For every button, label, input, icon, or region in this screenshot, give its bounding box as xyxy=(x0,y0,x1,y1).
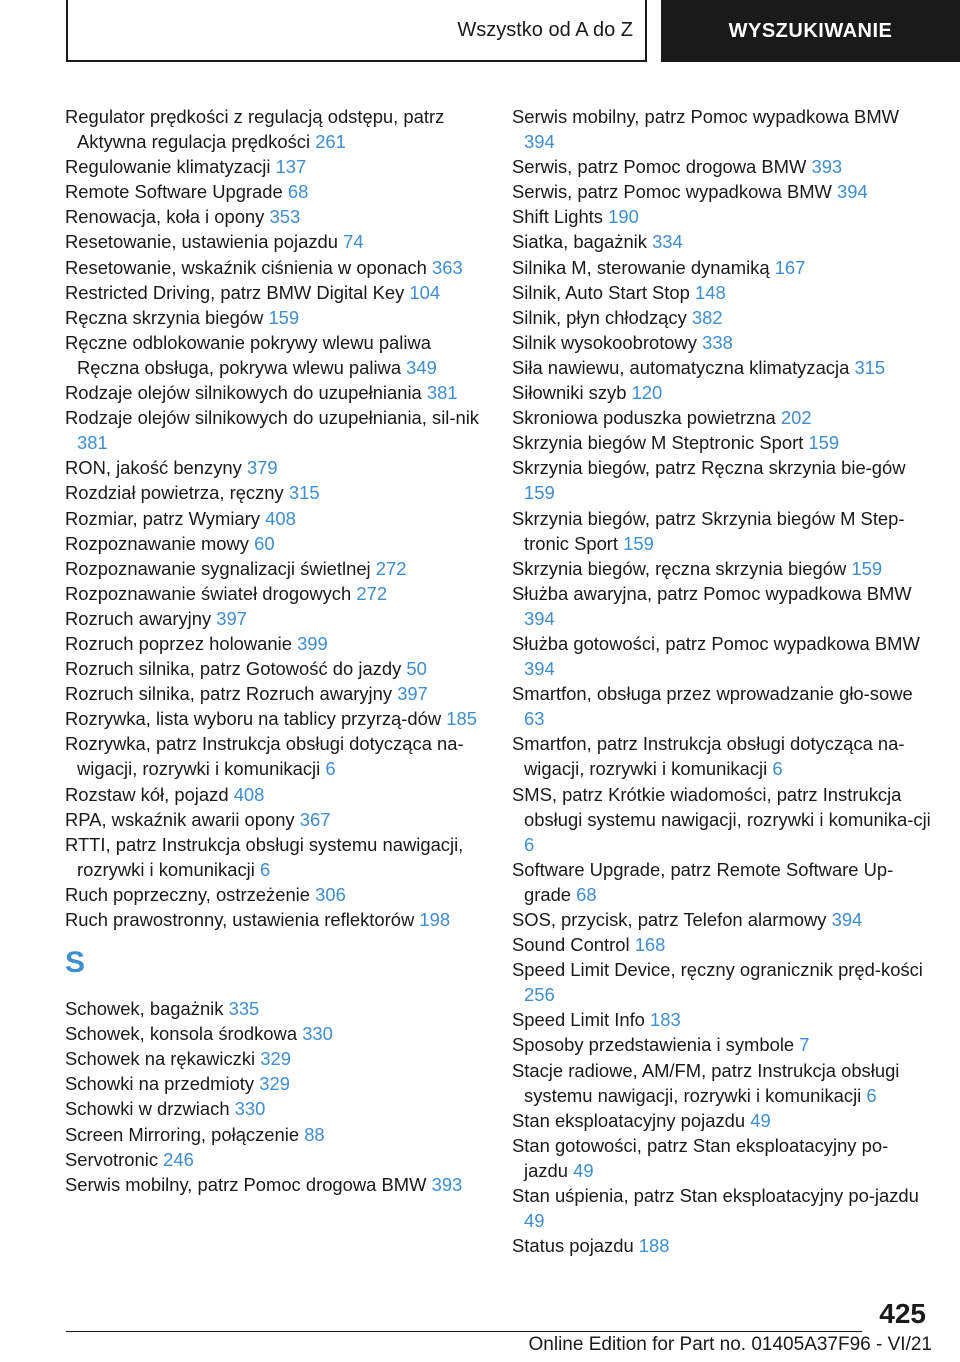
page-reference-link[interactable]: 6 xyxy=(772,758,783,780)
index-entry-label: Służba gotowości, patrz Pomoc wypadkowa BMW xyxy=(512,632,920,654)
entries-s-continued xyxy=(512,104,932,1258)
index-entry xyxy=(512,154,932,179)
page-reference-link[interactable]: 353 xyxy=(269,206,301,228)
index-entry-label: Schowek, bagażnik xyxy=(65,998,224,1020)
page-reference-link[interactable]: 367 xyxy=(299,808,331,830)
index-entry xyxy=(65,731,480,781)
index-column-left xyxy=(65,104,480,1197)
index-entry xyxy=(65,480,480,505)
index-entry xyxy=(65,380,480,405)
page-reference-link[interactable]: 256 xyxy=(524,984,555,1006)
index-entry xyxy=(512,782,932,857)
page-reference-link[interactable]: 168 xyxy=(634,934,666,956)
search-label: WYSZUKIWANIE xyxy=(728,19,893,42)
page-reference-link[interactable]: 63 xyxy=(524,708,545,730)
index-entry xyxy=(512,204,932,229)
index-entry xyxy=(512,280,932,305)
index-entry-label: Skrzynia biegów, patrz Ręczna skrzynia bie-gów xyxy=(512,457,906,479)
index-entry-label: Silnik, płyn chłodzący xyxy=(512,306,687,328)
page-reference-link[interactable]: 393 xyxy=(431,1173,463,1195)
page-reference-link[interactable]: 6 xyxy=(866,1084,877,1106)
index-entry xyxy=(65,104,480,154)
index-entry xyxy=(512,330,932,355)
page-reference-link[interactable]: 68 xyxy=(287,181,309,203)
index-entry-label: Rodzaje olejów silnikowych do uzupełniania xyxy=(65,382,422,404)
index-entry-label: Skrzynia biegów M Steptronic Sport xyxy=(512,432,804,454)
index-entry xyxy=(65,556,480,581)
index-entry-label: Sposoby przedstawienia i symbole xyxy=(512,1034,795,1056)
index-entry xyxy=(65,782,480,807)
index-entry xyxy=(65,1071,480,1096)
index-entry xyxy=(512,430,932,455)
page-reference-link[interactable]: 379 xyxy=(246,457,278,479)
index-entry-label: Skrzynia biegów, ręczna skrzynia biegów xyxy=(512,557,847,579)
index-entry xyxy=(65,1147,480,1172)
index-entry-label: Stan gotowości, patrz Stan eksploatacyjny po-jazdu xyxy=(512,1134,889,1181)
index-entry xyxy=(65,405,480,455)
index-entry xyxy=(65,229,480,254)
index-entry xyxy=(512,1007,932,1032)
page-reference-link[interactable]: 104 xyxy=(409,281,441,303)
index-entry-label: Shift Lights xyxy=(512,206,603,228)
index-entry xyxy=(512,1233,932,1258)
index-entry-label: RPA, wskaźnik awarii opony xyxy=(65,808,295,830)
page-reference-link[interactable]: 363 xyxy=(432,256,463,278)
index-entry-label: Serwis mobilny, patrz Pomoc wypadkowa BMW xyxy=(512,106,900,127)
page-reference-link[interactable]: 190 xyxy=(608,206,639,228)
index-entry-label: Smartfon, obsługa przez wprowadzanie gło-sowe xyxy=(512,683,913,705)
index-entry xyxy=(512,179,932,204)
index-entry-label: Rozmiar, patrz Wymiary xyxy=(65,507,261,529)
page-reference-link[interactable]: 6 xyxy=(325,758,336,780)
index-entry-label: Ręczne odblokowanie pokrywy wlewu paliwa Ręczna obsługa, pokrywa wlewu paliwa xyxy=(65,331,431,378)
index-entry xyxy=(65,531,480,556)
index-entry xyxy=(65,606,480,631)
page-reference-link[interactable]: 381 xyxy=(426,382,458,404)
index-entry-label: Sound Control xyxy=(512,934,630,956)
index-entry-label: Stacje radiowe, AM/FM, patrz Instrukcja obsługi systemu nawigacji, rozrywki i komunikacji xyxy=(512,1059,900,1106)
index-entry-label: Restricted Driving, patrz BMW Digital Key xyxy=(65,281,405,303)
index-entry xyxy=(512,581,932,631)
page-reference-link[interactable]: 349 xyxy=(406,356,437,378)
page-reference-link[interactable]: 394 xyxy=(831,909,863,930)
index-entry-label: Rozrywka, patrz Instrukcja obsługi dotycząca na-wigacji, rozrywki i komunikacji xyxy=(65,733,464,780)
index-entry xyxy=(65,832,480,882)
index-entry xyxy=(65,807,480,832)
index-entry xyxy=(512,506,932,556)
index-entry xyxy=(65,506,480,531)
index-entry-label: Siatka, bagażnik xyxy=(512,231,647,253)
page-reference-link[interactable]: 382 xyxy=(691,306,723,328)
index-entry xyxy=(65,305,480,330)
index-entry-label: Rozdział powietrza, ręczny xyxy=(65,482,284,504)
page-reference-link[interactable]: 394 xyxy=(837,181,868,203)
page-reference-link[interactable]: 394 xyxy=(524,658,555,680)
index-entry xyxy=(512,932,932,957)
index-entry-label: Skrzynia biegów, patrz Skrzynia biegów M Step-tronic Sport xyxy=(512,507,905,554)
index-entry xyxy=(65,179,480,204)
index-entry xyxy=(65,631,480,656)
page-reference-link[interactable]: 120 xyxy=(631,382,663,404)
index-entry xyxy=(512,907,932,932)
page-reference-link[interactable]: 148 xyxy=(695,281,726,303)
page-reference-link[interactable]: 306 xyxy=(315,883,346,905)
index-entry xyxy=(512,355,932,380)
index-entry-label: Siłowniki szyb xyxy=(512,382,627,404)
page-reference-link[interactable]: 6 xyxy=(524,833,535,855)
index-entry xyxy=(512,305,932,330)
index-entry xyxy=(65,1122,480,1147)
page-reference-link[interactable]: 88 xyxy=(304,1123,325,1145)
index-entry-label: Software Upgrade, patrz Remote Software Up-grade xyxy=(512,858,894,905)
page-reference-link[interactable]: 397 xyxy=(216,607,247,629)
page-reference-link[interactable]: 408 xyxy=(265,507,296,529)
index-entry-label: Rodzaje olejów silnikowych do uzupełniania, sil-nik xyxy=(65,407,480,429)
page-reference-link[interactable]: 49 xyxy=(573,1159,594,1181)
page-reference-link[interactable]: 49 xyxy=(524,1210,545,1232)
index-entry-label: Rozrywka, lista wyboru na tablicy przyrzą-dów xyxy=(65,708,442,730)
footer-edition-text: Online Edition for Part no. 01405A37F96 - VI/21 xyxy=(528,1334,932,1355)
index-entry xyxy=(65,455,480,480)
index-entry xyxy=(65,706,480,731)
index-entry-label: SOS, przycisk, patrz Telefon alarmowy xyxy=(512,909,827,930)
index-entry-label: Siła nawiewu, automatyczna klimatyzacja xyxy=(512,356,850,378)
section-title-tab[interactable] xyxy=(66,0,647,62)
page-reference-link[interactable]: 183 xyxy=(650,1009,681,1031)
index-entry-label: Servotronic xyxy=(65,1148,159,1170)
index-entry-label: Ruch prawostronny, ustawienia reflektorów xyxy=(65,909,415,930)
index-entry xyxy=(512,405,932,430)
index-entry xyxy=(512,857,932,907)
index-entry-label: Schowek, konsola środkowa xyxy=(65,1023,298,1045)
page-reference-link[interactable]: 397 xyxy=(397,683,428,705)
index-entry-label: Rozruch silnika, patrz Gotowość do jazdy xyxy=(65,658,402,680)
index-entry-label: Renowacja, koła i opony xyxy=(65,206,265,228)
index-entry xyxy=(65,154,480,179)
entries-s xyxy=(65,996,480,1197)
index-entry xyxy=(65,1021,480,1046)
index-entry-label: RON, jakość benzyny xyxy=(65,457,242,479)
index-entry-label: Resetowanie, ustawienia pojazdu xyxy=(65,231,338,253)
index-entry-label: Remote Software Upgrade xyxy=(65,181,283,203)
page-reference-link[interactable]: 315 xyxy=(854,356,886,378)
page-reference-link[interactable]: 394 xyxy=(524,131,555,153)
index-entry xyxy=(65,656,480,681)
page-reference-link[interactable]: 198 xyxy=(419,909,451,930)
page-reference-link[interactable]: 60 xyxy=(254,532,275,554)
index-entry xyxy=(65,280,480,305)
page-reference-link[interactable]: 329 xyxy=(260,1048,291,1070)
index-entry-label: Serwis, patrz Pomoc wypadkowa BMW xyxy=(512,181,832,203)
index-entry xyxy=(65,1172,480,1197)
index-entry-label: Resetowanie, wskaźnik ciśnienia w oponach xyxy=(65,256,427,278)
page-number: 425 xyxy=(879,1298,926,1329)
page-reference-link[interactable]: 50 xyxy=(406,658,427,680)
index-entry-label: Ruch poprzeczny, ostrzeżenie xyxy=(65,883,310,905)
index-entry xyxy=(512,681,932,731)
index-entry xyxy=(65,907,480,932)
page-reference-link[interactable]: 137 xyxy=(275,156,307,178)
index-entry xyxy=(512,1108,932,1133)
page-reference-link[interactable]: 315 xyxy=(288,482,320,504)
section-letter-s: S xyxy=(65,946,86,980)
page-reference-link[interactable]: 188 xyxy=(638,1235,670,1257)
index-entry-label: Schowki na przedmioty xyxy=(65,1073,255,1095)
index-entry xyxy=(65,330,480,380)
entries-r xyxy=(65,104,480,932)
index-entry-label: Skroniowa poduszka powietrzna xyxy=(512,407,776,429)
page-reference-link[interactable]: 159 xyxy=(524,482,555,504)
index-entry xyxy=(512,229,932,254)
index-entry-label: Speed Limit Info xyxy=(512,1009,645,1031)
index-entry-label: Rozruch poprzez holowanie xyxy=(65,632,292,654)
index-entry-label: Rozstaw kół, pojazd xyxy=(65,783,229,805)
page-reference-link[interactable]: 330 xyxy=(302,1023,333,1045)
index-entry-label: Rozruch awaryjny xyxy=(65,607,212,629)
index-entry-label: Regulowanie klimatyzacji xyxy=(65,156,271,178)
index-entry-label: Rozpoznawanie świateł drogowych xyxy=(65,582,352,604)
page-reference-link[interactable]: 393 xyxy=(811,156,843,178)
page-reference-link[interactable]: 6 xyxy=(259,858,271,880)
index-entry xyxy=(512,1032,932,1057)
index-entry-label: Służba awaryjna, patrz Pomoc wypadkowa BMW xyxy=(512,582,912,604)
index-entry xyxy=(65,1096,480,1121)
page-reference-link[interactable]: 329 xyxy=(259,1073,290,1095)
index-entry-label: Silnika M, sterowanie dynamiką xyxy=(512,256,770,278)
page-reference-link[interactable]: 159 xyxy=(851,557,883,579)
index-entry-label: Rozpoznawanie mowy xyxy=(65,532,249,554)
index-entry-label: Schowki w drzwiach xyxy=(65,1098,230,1120)
index-entry-label: Status pojazdu xyxy=(512,1235,634,1257)
index-entry xyxy=(512,1133,932,1183)
index-entry xyxy=(65,1046,480,1071)
index-entry-label: Regulator prędkości z regulacją odstępu, patrz Aktywna regulacja prędkości xyxy=(65,106,445,153)
page-reference-link[interactable]: 338 xyxy=(702,331,733,353)
page-reference-link[interactable]: 159 xyxy=(268,306,300,328)
index-entry-label: Screen Mirroring, połączenie xyxy=(65,1123,300,1145)
page-reference-link[interactable]: 49 xyxy=(750,1109,771,1131)
index-entry xyxy=(65,255,480,280)
page-reference-link[interactable]: 330 xyxy=(234,1098,266,1120)
index-entry-label: SMS, patrz Krótkie wiadomości, patrz Instrukcja obsługi systemu nawigacji, rozrywki i komunika-cji xyxy=(512,783,931,830)
index-entry xyxy=(512,255,932,280)
index-entry-label: Serwis, patrz Pomoc drogowa BMW xyxy=(512,156,807,178)
index-entry-label: Serwis mobilny, patrz Pomoc drogowa BMW xyxy=(65,1173,427,1195)
page-reference-link[interactable]: 159 xyxy=(808,432,840,454)
page-reference-link[interactable]: 381 xyxy=(77,432,108,454)
index-column-right xyxy=(512,104,932,1258)
page-reference-link[interactable]: 7 xyxy=(799,1034,810,1056)
index-entry-label: Rozruch silnika, patrz Rozruch awaryjny xyxy=(65,683,393,705)
page-reference-link[interactable]: 261 xyxy=(315,131,346,153)
index-entry xyxy=(512,731,932,781)
index-entry-label: Rozpoznawanie sygnalizacji świetlnej xyxy=(65,557,371,579)
index-entry-label: Smartfon, patrz Instrukcja obsługi dotycząca na-wigacji, rozrywki i komunikacji xyxy=(512,733,905,780)
page-reference-link[interactable]: 272 xyxy=(356,582,388,604)
index-entry xyxy=(65,204,480,229)
page-reference-link[interactable]: 272 xyxy=(375,557,407,579)
index-entry xyxy=(65,681,480,706)
index-entry-label: Ręczna skrzynia biegów xyxy=(65,306,264,328)
index-entry xyxy=(512,631,932,681)
page-reference-link[interactable]: 246 xyxy=(163,1148,194,1170)
index-entry xyxy=(512,380,932,405)
index-entry xyxy=(512,957,932,1007)
index-entry xyxy=(65,882,480,907)
search-tab[interactable] xyxy=(661,0,960,62)
index-entry-label: Speed Limit Device, ręczny ogranicznik pręd-kości xyxy=(512,959,923,981)
index-entry xyxy=(512,1058,932,1108)
page-reference-link[interactable]: 167 xyxy=(774,256,806,278)
page-reference-link[interactable]: 159 xyxy=(623,532,654,554)
index-entry xyxy=(512,556,932,581)
page-reference-link[interactable]: 202 xyxy=(780,407,812,429)
index-entry-label: RTTI, patrz Instrukcja obsługi systemu nawigacji, rozrywki i komunikacji xyxy=(65,833,464,880)
index-entry-label: Stan eksploatacyjny pojazdu xyxy=(512,1109,746,1131)
index-entry xyxy=(512,455,932,505)
index-entry xyxy=(65,581,480,606)
page-reference-link[interactable]: 68 xyxy=(576,883,597,905)
index-entry-label: Silnik, Auto Start Stop xyxy=(512,281,690,303)
page-reference-link[interactable]: 74 xyxy=(343,231,364,253)
index-entry xyxy=(512,1183,932,1233)
page-reference-link[interactable]: 334 xyxy=(652,231,683,253)
footer-divider xyxy=(66,1331,862,1332)
page-reference-link[interactable]: 408 xyxy=(233,783,265,805)
index-entry xyxy=(65,996,480,1021)
section-title: Wszystko od A do Z xyxy=(457,18,633,41)
page-reference-link[interactable]: 185 xyxy=(446,708,477,730)
page-reference-link[interactable]: 394 xyxy=(524,607,555,629)
page-reference-link[interactable]: 399 xyxy=(297,632,328,654)
index-entry xyxy=(512,104,932,154)
page-reference-link[interactable]: 335 xyxy=(228,998,260,1020)
index-entry-label: Silnik wysokoobrotowy xyxy=(512,331,698,353)
index-entry-label: Schowek na rękawiczki xyxy=(65,1048,256,1070)
index-entry-label: Stan uśpienia, patrz Stan eksploatacyjny po-jazdu xyxy=(512,1185,919,1207)
